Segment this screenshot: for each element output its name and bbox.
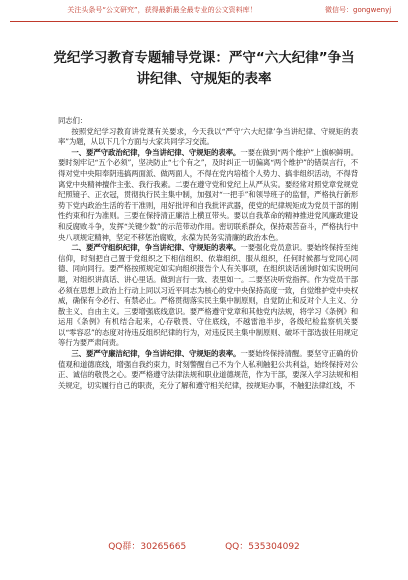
header-promo-text: 关注头条号“公文研究”，获得最新最全最专业的公文资料库！ — [67, 6, 257, 14]
document-title — [30, 48, 378, 90]
intro-paragraph: 按照党纪学习教育讲党课有关要求，今天我以“严守‘六大纪律’争当讲纪律、守规矩的表率”为题，从以下几个方面与大家共同学习交流。 — [58, 126, 358, 147]
section-2-paragraph — [58, 243, 358, 349]
document-body — [58, 116, 358, 391]
section-3-paragraph — [58, 349, 358, 391]
footer-qq-group: QQ群：30265665 — [108, 542, 187, 552]
title-line-1: 党纪学习教育专题辅导党课：严守“六大纪律”争当 — [53, 50, 355, 66]
section-1-text: 一要在做到“两个维护”上旗帜鲜明。要时刻牢记“五个必须”，坚决防止“七个有之”，及时纠正一切偏离“两个维护”的错误言行，不得对党中央阳奉阴违搞两面派、做两面人，不得在党内培植个人势力、搞非组织活动，不得背离党中央精神擅作主张、我行我素。二要在遵守党和党纪上从严从实。要经常对照党章党规党纪照镜子、正衣冠，贯彻执行民主集中制，加强对“一把手”和领导班子的监督，严格执行新形势下党内政治生活的若干准则，用好批评和自我批评武器，使党的纪律规矩成为党员干部的刚性约束和行为准则。三要在保持清正廉洁上横亘带头。要以自我革命的精神推进党风廉政建设和反腐败斗争，发挥“关键少数”的示范带动作用。密切联系群众，保持艰苦奋斗，严格执行中央八项规定精神，坚定不移惩治腐败，永葆为民务实清廉的政治本色。 — [58, 147, 358, 242]
section-1-paragraph — [58, 148, 358, 243]
header-wechat-id: 微信号：gongwenyj — [325, 6, 392, 14]
page-header — [0, 0, 408, 30]
section-1-heading: 一、要严守政治纪律，争当讲纪律、守规矩的表率。 — [71, 147, 241, 157]
page-footer — [0, 539, 408, 552]
section-3-heading: 三、要严守廉洁纪律，争当讲纪律、守规矩的表率。 — [71, 349, 241, 359]
header-divider — [10, 21, 398, 22]
section-3-text: 一要始终保持清醒。要坚守正确的价值观和道德底线，增强自我约束力，时刻警醒自己不为个人私利触犯公共利益，始终保持对公正、诚信的敬畏之心。要严格遵守法律法规和职业道德规范，作为干部，要深入学习法规和相关规定，切实履行自己的职责，充分了解和遵守相关纪律，按规矩办事，不触犯法律红线，不 — [58, 349, 358, 390]
title-line-2: 讲纪律、守规矩的表率 — [136, 71, 272, 87]
footer-qq-number: QQ：535304092 — [225, 542, 300, 552]
salutation: 同志们： — [58, 116, 87, 125]
section-2-text: 一要强化党员意识。要始终保持至纯信仰，时刻把自己置于党组织之下相信组织、依靠组织、服从组织，任何时候都与党同心同德、同向同行。要严格按照规定如实向组织报告个人有关事项，在组织谈话函询时如实说明问题，对组织讲真话、讲心里话。做到言行一致、表里如一。二要坚决听党指挥。作为党员干部必须在思想上政治上行动上同以习近平同志为核心的党中央保持高度一致，自觉维护党中央权威，确保有令必行、有禁必止。严格贯彻落实民主集中制原则，自觉防止和反对个人主义、分散主义、自由主义。三要增强底线意识。要严格遵守党章和其他党内法规，将学习《条例》和运用《条例》有机结合起来，心存敬畏、守住底线，不越雷池半步，各级纪检监察机关要以“零容忍”的态度对待违反组织纪律的行为，对违反民主集中制原则、破坏干部选拔任用规定等行为要严肃问责。 — [58, 243, 358, 348]
section-2-heading: 二、要严守组织纪律，争当讲纪律、守规矩的表率。 — [71, 243, 241, 253]
